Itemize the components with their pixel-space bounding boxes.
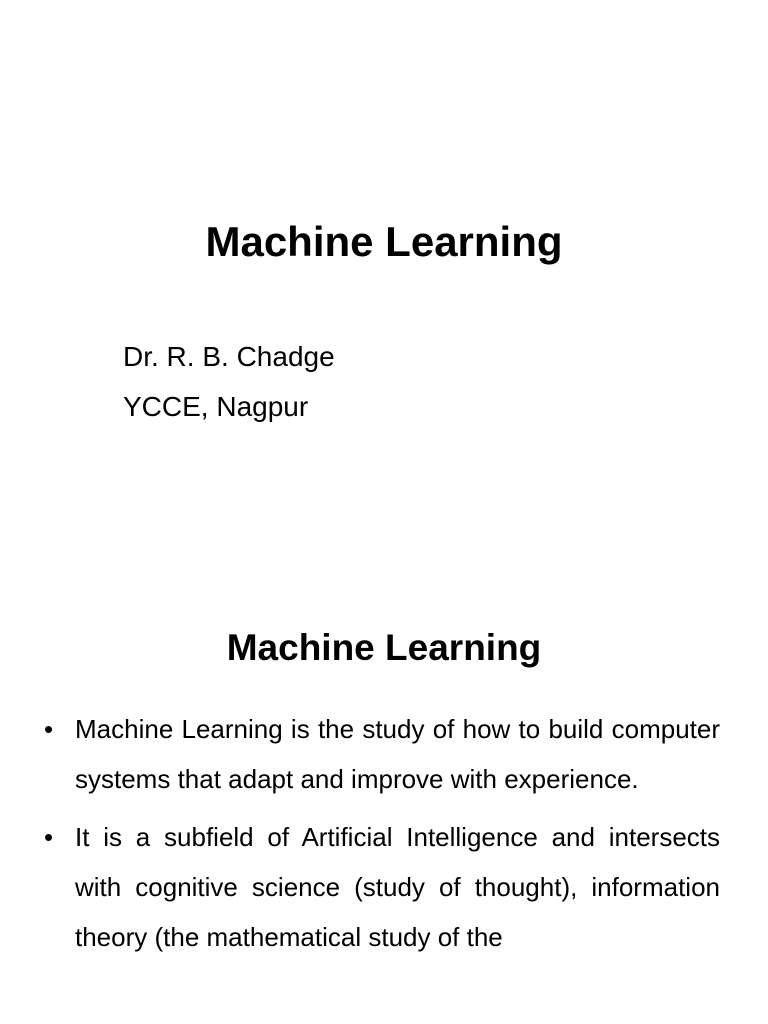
bullet-item bbox=[44, 704, 720, 804]
content-slide bbox=[0, 560, 768, 1024]
bullet-text: It is a subfield of Artificial Intelligence and intersects with cognitive science (study of thought), information theory (the mathematical study of the bbox=[75, 822, 720, 952]
slide-title: Machine Learning bbox=[226, 627, 542, 668]
bullet-icon: • bbox=[44, 714, 54, 744]
author-name: Dr. R. B. Chadge bbox=[123, 341, 335, 372]
bullet-item bbox=[44, 812, 720, 962]
author-block bbox=[123, 332, 335, 432]
bullet-icon: • bbox=[44, 822, 54, 852]
author-affiliation: YCCE, Nagpur bbox=[123, 391, 309, 422]
bullet-list bbox=[44, 704, 720, 970]
bullet-text: Machine Learning is the study of how to build computer systems that adapt and improve with experience. bbox=[75, 714, 720, 794]
slide-title: Machine Learning bbox=[205, 218, 563, 265]
